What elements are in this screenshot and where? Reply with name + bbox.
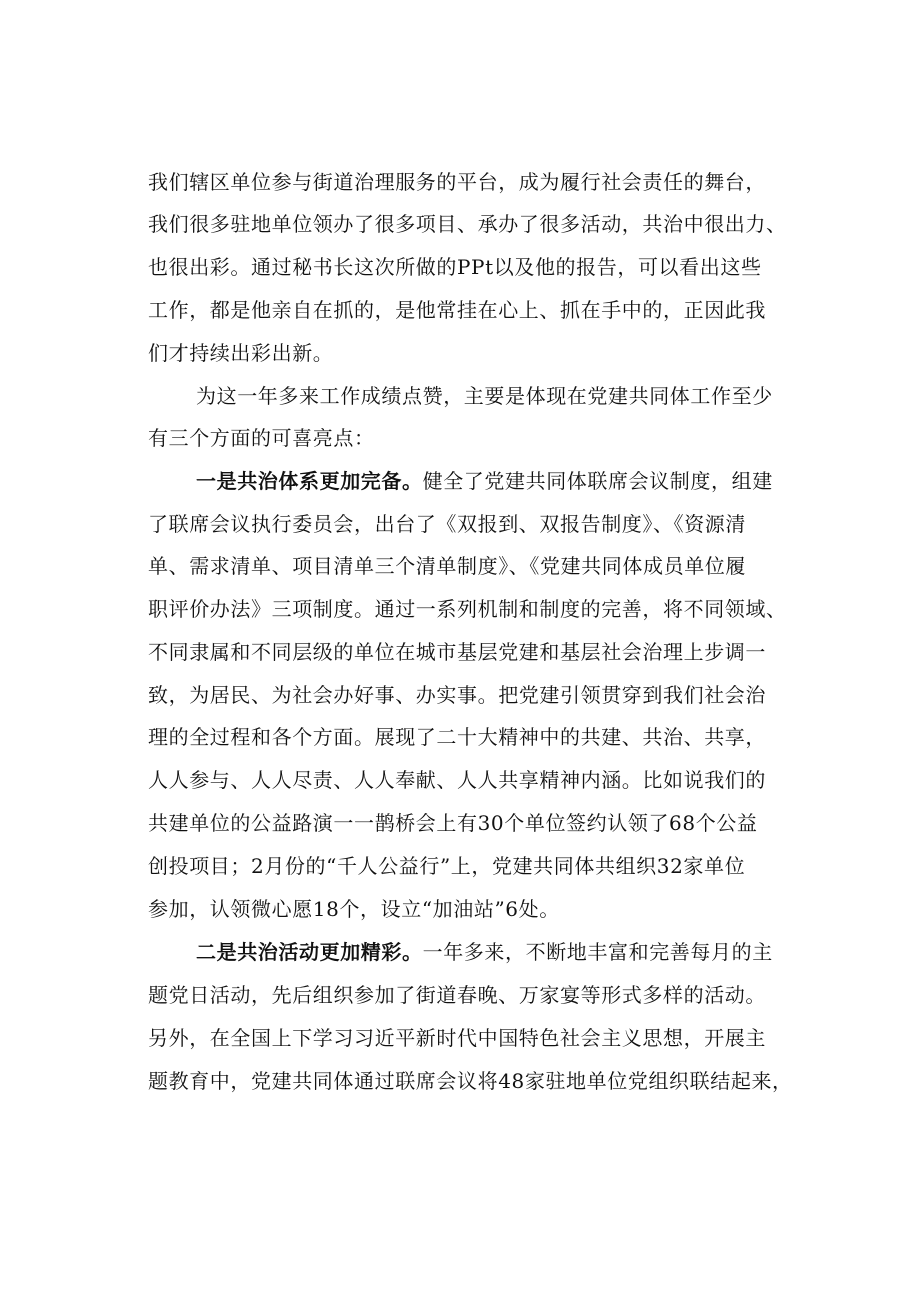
text-line: 健全了党建共同体联席会议制度，组建 (422, 469, 773, 493)
text-line: 另外，在全国上下学习习近平新时代中国特色社会主义思想，开展主 (148, 1026, 766, 1050)
text-line: 理的全过程和各个方面。展现了二十大精神中的共建、共治、共享， (148, 725, 766, 749)
text-line: 创投项目；2月份的“千人公益行”上，党建共同体共组织32家单位 (148, 854, 746, 878)
text-line: 人人参与、人人尽责、人人奉献、人人共享精神内涵。比如说我们的 (148, 768, 766, 792)
paragraph-first-line (196, 467, 773, 495)
text-line: 参加，认领微心愿18个，设立“加油站”6处。 (148, 897, 560, 921)
text-line: 职评价办法》三项制度。通过一系列机制和制度的完善，将不同领域、 (148, 597, 787, 621)
paragraph-first-line (196, 938, 773, 966)
text-line: 有三个方面的可喜亮点： (148, 426, 375, 450)
text-line: 题党日活动，先后组织参加了街道春晚、万家宴等形式多样的活动。 (148, 983, 766, 1007)
text-line: 们才持续出彩出新。 (148, 341, 334, 365)
text-line: 题教育中，党建共同体通过联席会议将48家驻地单位党组织联结起来， (148, 1069, 793, 1093)
section-heading: 二是共治活动更加精彩。 (196, 940, 423, 964)
text-line: 不同隶属和不同层级的单位在城市基层党建和基层社会治理上步调一 (148, 640, 766, 664)
text-line: 也很出彩。通过秘书长这次所做的PPt以及他的报告，可以看出这些 (148, 255, 762, 279)
text-line: 一年多来，不断地丰富和完善每月的主 (422, 940, 773, 964)
text-line: 了联席会议执行委员会，出台了《双报到、双报告制度》、《资源清 (148, 512, 746, 536)
text-line: 致，为居民、为社会办好事、办实事。把党建引领贯穿到我们社会治 (148, 683, 766, 707)
text-line: 共建单位的公益路演一一鹊桥会上有30个单位签约认领了68个公益 (148, 811, 758, 835)
text-line: 我们很多驻地单位领办了很多项目、承办了很多活动，共治中很出力、 (148, 212, 787, 236)
section-heading: 一是共治体系更加完备。 (196, 469, 423, 493)
text-line: 为这一年多来工作成绩点赞，主要是体现在党建共同体工作至少 (196, 384, 773, 408)
text-line: 工作，都是他亲自在抓的，是他常挂在心上、抓在手中的，正因此我 (148, 298, 766, 322)
text-line: 我们辖区单位参与街道治理服务的平台，成为履行社会责任的舞台， (148, 170, 766, 194)
text-line: 单、需求清单、项目清单三个清单制度》、《党建共同体成员单位履 (148, 554, 746, 578)
